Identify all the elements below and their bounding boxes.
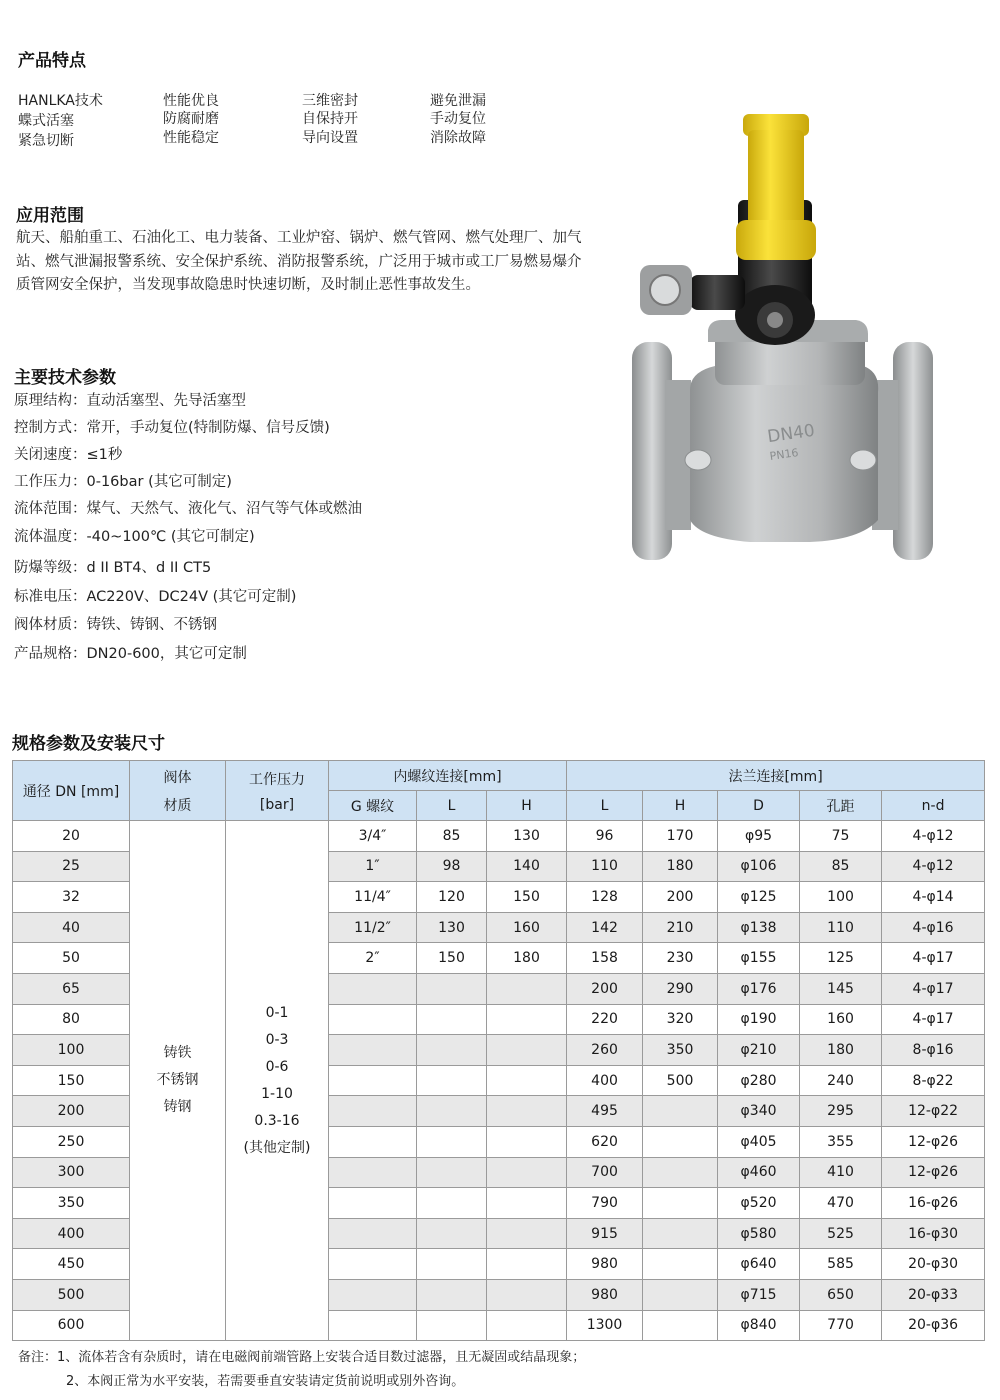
cell-dn: 450: [13, 1249, 130, 1280]
cell-g-thread: [329, 973, 417, 1004]
cell-flange-h: 290: [643, 973, 718, 1004]
cell-flange-h: 210: [643, 912, 718, 943]
cell-g-thread: [329, 1157, 417, 1188]
pressure-line: 0.3-16: [254, 1112, 300, 1129]
col-g-thread-header: G 螺纹: [329, 791, 417, 821]
cell-thread-h: 130: [487, 821, 567, 852]
cell-thread-l: 120: [417, 882, 487, 913]
cell-nd: 12-φ26: [882, 1126, 985, 1157]
material-cell: [130, 821, 226, 1341]
thread-group-header: 内螺纹连接[mm]: [329, 761, 567, 791]
application-text: 航天、船舶重工、石油化工、电力装备、工业炉窑、锅炉、燃气管网、燃气处理厂、加气站、燃气泄漏报警系统、安全保护系统、消防报警系统，广泛用于城市或工厂易燃易爆介质管网安全保护，当发现事故隐患时快速切断，及时制止恶性事故发生。: [16, 230, 582, 293]
cell-flange-d: φ640: [718, 1249, 800, 1280]
feature-item: 性能优良: [163, 93, 219, 109]
cell-hole: 355: [800, 1126, 882, 1157]
pressure-line: 0-1: [265, 1004, 289, 1021]
param-item: 阀体材质：铸铁、铸钢、不锈钢: [14, 617, 217, 633]
cell-thread-h: [487, 973, 567, 1004]
cell-flange-d: φ460: [718, 1157, 800, 1188]
cell-flange-h: 200: [643, 882, 718, 913]
cell-dn: 600: [13, 1310, 130, 1341]
cell-thread-l: 130: [417, 912, 487, 943]
cell-hole: 145: [800, 973, 882, 1004]
valve-yellow-cap: [736, 114, 816, 260]
cell-dn: 32: [13, 882, 130, 913]
cell-g-thread: [329, 1188, 417, 1219]
cell-thread-h: [487, 1065, 567, 1096]
col-flange-h-header: H: [643, 791, 718, 821]
cell-flange-h: [643, 1157, 718, 1188]
cell-nd: 12-φ26: [882, 1157, 985, 1188]
param-item: 防爆等级：d II BT4、d II CT5: [14, 560, 212, 576]
cell-nd: 12-φ22: [882, 1096, 985, 1127]
cell-dn: 400: [13, 1218, 130, 1249]
cell-thread-h: 160: [487, 912, 567, 943]
cell-hole: 110: [800, 912, 882, 943]
cell-nd: 4-φ17: [882, 943, 985, 974]
cell-flange-d: φ840: [718, 1310, 800, 1341]
cell-nd: 8-φ22: [882, 1065, 985, 1096]
cell-nd: 4-φ17: [882, 973, 985, 1004]
cell-thread-h: [487, 1188, 567, 1219]
cell-g-thread: [329, 1035, 417, 1066]
cell-flange-d: φ176: [718, 973, 800, 1004]
cell-g-thread: 1″: [329, 851, 417, 882]
col-nd-header: n-d: [882, 791, 985, 821]
cell-dn: 150: [13, 1065, 130, 1096]
feature-item: 消除故障: [430, 130, 486, 146]
col-pressure-header: [226, 761, 329, 821]
feature-item: 蝶式活塞: [18, 113, 74, 129]
param-item: 流体范围：煤气、天然气、液化气、沼气等气体或燃油: [14, 501, 362, 517]
cell-thread-h: [487, 1096, 567, 1127]
note-2: 2、本阀正常为水平安装，若需要垂直安装请定货前说明或别外咨询。: [66, 1374, 465, 1389]
valve-right-flange: [872, 342, 933, 560]
feature-item: HANLKA技术: [18, 93, 103, 109]
valve-product-image: [610, 80, 970, 570]
cell-g-thread: [329, 1310, 417, 1341]
cell-hole: 585: [800, 1249, 882, 1280]
cell-flange-h: 500: [643, 1065, 718, 1096]
valve-left-flange: [632, 342, 691, 560]
cell-dn: 65: [13, 973, 130, 1004]
cell-g-thread: [329, 1096, 417, 1127]
pressure-cell: [226, 821, 329, 1341]
cell-g-thread: 11/4″: [329, 882, 417, 913]
material-line: 不锈钢: [156, 1072, 199, 1089]
cell-hole: 410: [800, 1157, 882, 1188]
cell-thread-h: 180: [487, 943, 567, 974]
cell-hole: 85: [800, 851, 882, 882]
cell-flange-h: 180: [643, 851, 718, 882]
col-material-header-line: 阀体: [163, 769, 192, 786]
cell-flange-h: 350: [643, 1035, 718, 1066]
cell-flange-h: 230: [643, 943, 718, 974]
cell-thread-l: [417, 1310, 487, 1341]
cell-dn: 200: [13, 1096, 130, 1127]
application-heading: 应用范围: [16, 206, 84, 226]
cell-flange-h: [643, 1126, 718, 1157]
cell-thread-l: [417, 1096, 487, 1127]
cell-thread-h: [487, 1279, 567, 1310]
cell-thread-l: [417, 1065, 487, 1096]
cell-g-thread: [329, 1004, 417, 1035]
cell-thread-l: [417, 1249, 487, 1280]
cell-flange-h: [643, 1188, 718, 1219]
cell-thread-l: 98: [417, 851, 487, 882]
cell-flange-l: 110: [567, 851, 643, 882]
cell-thread-h: [487, 1249, 567, 1280]
cell-g-thread: 3/4″: [329, 821, 417, 852]
cell-nd: 4-φ16: [882, 912, 985, 943]
feature-item: 防腐耐磨: [163, 111, 219, 127]
cell-thread-h: 150: [487, 882, 567, 913]
col-pressure-header-line: [bar]: [259, 796, 295, 813]
col-thread-h-header: H: [487, 791, 567, 821]
cell-thread-h: [487, 1035, 567, 1066]
cell-flange-d: φ190: [718, 1004, 800, 1035]
cell-flange-d: φ280: [718, 1065, 800, 1096]
cell-g-thread: [329, 1065, 417, 1096]
cell-flange-d: φ210: [718, 1035, 800, 1066]
col-material-header: [130, 761, 226, 821]
cell-nd: 20-φ36: [882, 1310, 985, 1341]
cell-flange-l: 96: [567, 821, 643, 852]
params-heading: 主要技术参数: [14, 368, 116, 388]
spec-table: [12, 760, 985, 1341]
cell-thread-l: [417, 1126, 487, 1157]
cell-hole: 470: [800, 1188, 882, 1219]
feature-item: 紧急切断: [18, 133, 74, 149]
cell-nd: 8-φ16: [882, 1035, 985, 1066]
param-item: 产品规格：DN20-600，其它可定制: [14, 646, 247, 662]
cell-hole: 650: [800, 1279, 882, 1310]
cell-flange-l: 220: [567, 1004, 643, 1035]
param-item: 控制方式：常开，手动复位(特制防爆、信号反馈): [14, 420, 330, 436]
valve-pn-label: PN16: [768, 446, 800, 463]
cell-dn: 50: [13, 943, 130, 974]
cell-flange-d: φ138: [718, 912, 800, 943]
col-thread-l-header: L: [417, 791, 487, 821]
feature-item: 性能稳定: [163, 130, 219, 146]
col-flange-d-header: D: [718, 791, 800, 821]
cell-g-thread: [329, 1126, 417, 1157]
pressure-line: (其他定制): [243, 1139, 311, 1156]
cell-flange-l: 142: [567, 912, 643, 943]
cell-thread-h: [487, 1157, 567, 1188]
cell-flange-h: [643, 1279, 718, 1310]
spec-heading: 规格参数及安装尺寸: [12, 734, 165, 754]
cell-dn: 500: [13, 1279, 130, 1310]
cell-nd: 4-φ17: [882, 1004, 985, 1035]
cell-thread-l: [417, 1004, 487, 1035]
features-heading: 产品特点: [18, 51, 86, 71]
cell-g-thread: 2″: [329, 943, 417, 974]
cell-dn: 300: [13, 1157, 130, 1188]
param-item: 标准电压：AC220V、DC24V (其它可定制): [14, 589, 297, 605]
valve-dn-label: DN40: [766, 420, 816, 448]
col-flange-l-header: L: [567, 791, 643, 821]
pressure-line: 0-6: [265, 1058, 289, 1075]
cell-flange-l: 1300: [567, 1310, 643, 1341]
table-row: [13, 821, 985, 852]
cell-flange-h: [643, 1249, 718, 1280]
cell-flange-l: 200: [567, 973, 643, 1004]
cell-flange-l: 260: [567, 1035, 643, 1066]
cell-thread-l: [417, 1035, 487, 1066]
material-line: 铸钢: [163, 1099, 192, 1116]
cell-hole: 160: [800, 1004, 882, 1035]
cell-g-thread: 11/2″: [329, 912, 417, 943]
cell-dn: 350: [13, 1188, 130, 1219]
cell-flange-l: 128: [567, 882, 643, 913]
cell-dn: 25: [13, 851, 130, 882]
material-line: 铸铁: [163, 1045, 192, 1062]
cell-dn: 100: [13, 1035, 130, 1066]
cell-flange-l: 495: [567, 1096, 643, 1127]
cell-dn: 20: [13, 821, 130, 852]
param-item: 工作压力：0-16bar (其它可制定): [14, 474, 232, 490]
cell-thread-l: [417, 973, 487, 1004]
col-pressure-header-line: 工作压力: [249, 771, 305, 788]
cell-flange-l: 400: [567, 1065, 643, 1096]
cell-thread-h: [487, 1218, 567, 1249]
spec-table-header: [13, 761, 985, 821]
cell-flange-h: 320: [643, 1004, 718, 1035]
valve-body: [685, 320, 878, 542]
cell-flange-d: φ405: [718, 1126, 800, 1157]
cell-thread-l: 85: [417, 821, 487, 852]
cell-flange-d: φ520: [718, 1188, 800, 1219]
cell-flange-d: φ580: [718, 1218, 800, 1249]
cell-g-thread: [329, 1218, 417, 1249]
cell-flange-h: [643, 1096, 718, 1127]
feature-item: 手动复位: [430, 111, 486, 127]
cell-thread-h: [487, 1126, 567, 1157]
col-dn-header: 通径 DN [mm]: [13, 761, 130, 821]
cell-thread-h: [487, 1310, 567, 1341]
cell-nd: 16-φ26: [882, 1188, 985, 1219]
cell-thread-l: [417, 1188, 487, 1219]
flange-group-header: 法兰连接[mm]: [567, 761, 985, 791]
cell-hole: 770: [800, 1310, 882, 1341]
cell-thread-h: [487, 1004, 567, 1035]
cell-flange-h: [643, 1310, 718, 1341]
cell-nd: 4-φ12: [882, 851, 985, 882]
cell-thread-h: 140: [487, 851, 567, 882]
cell-thread-l: [417, 1157, 487, 1188]
cell-nd: 20-φ30: [882, 1249, 985, 1280]
cell-flange-d: φ95: [718, 821, 800, 852]
feature-item: 三维密封: [302, 93, 358, 109]
cell-flange-l: 158: [567, 943, 643, 974]
param-item: 原理结构：直动活塞型、先导活塞型: [14, 393, 246, 409]
cell-dn: 80: [13, 1004, 130, 1035]
pressure-line: 0-3: [265, 1031, 289, 1048]
cell-hole: 180: [800, 1035, 882, 1066]
cell-flange-d: φ715: [718, 1279, 800, 1310]
cell-hole: 240: [800, 1065, 882, 1096]
cell-thread-l: [417, 1279, 487, 1310]
cell-nd: 16-φ30: [882, 1218, 985, 1249]
cell-flange-h: 170: [643, 821, 718, 852]
cell-flange-d: φ155: [718, 943, 800, 974]
col-material-header-line: 材质: [163, 797, 192, 814]
cell-flange-l: 915: [567, 1218, 643, 1249]
cell-thread-l: 150: [417, 943, 487, 974]
cell-nd: 4-φ12: [882, 821, 985, 852]
spec-table-body: [13, 821, 985, 1341]
cell-flange-l: 980: [567, 1279, 643, 1310]
pressure-line: 1-10: [261, 1085, 293, 1102]
cell-g-thread: [329, 1279, 417, 1310]
cell-flange-l: 790: [567, 1188, 643, 1219]
cell-flange-h: [643, 1218, 718, 1249]
cell-flange-d: φ125: [718, 882, 800, 913]
cell-nd: 20-φ33: [882, 1279, 985, 1310]
param-item: 关闭速度：≤1秒: [14, 447, 123, 463]
cell-flange-l: 620: [567, 1126, 643, 1157]
cell-flange-l: 700: [567, 1157, 643, 1188]
cell-flange-l: 980: [567, 1249, 643, 1280]
cell-hole: 525: [800, 1218, 882, 1249]
cell-flange-d: φ106: [718, 851, 800, 882]
cell-hole: 100: [800, 882, 882, 913]
cell-dn: 40: [13, 912, 130, 943]
feature-item: 避免泄漏: [430, 93, 486, 109]
cell-hole: 295: [800, 1096, 882, 1127]
cell-dn: 250: [13, 1126, 130, 1157]
cell-nd: 4-φ14: [882, 882, 985, 913]
col-hole-header: 孔距: [800, 791, 882, 821]
note-1: 备注：1、流体若含有杂质时，请在电磁阀前端管路上安装合适目数过滤器，且无凝固或结晶现象；: [18, 1350, 586, 1365]
cell-hole: 75: [800, 821, 882, 852]
feature-item: 导向设置: [302, 130, 358, 146]
param-item: 流体温度：-40~100℃ (其它可制定): [14, 529, 255, 545]
cell-hole: 125: [800, 943, 882, 974]
cell-g-thread: [329, 1249, 417, 1280]
cell-flange-d: φ340: [718, 1096, 800, 1127]
feature-item: 自保持开: [302, 111, 358, 127]
cell-thread-l: [417, 1218, 487, 1249]
